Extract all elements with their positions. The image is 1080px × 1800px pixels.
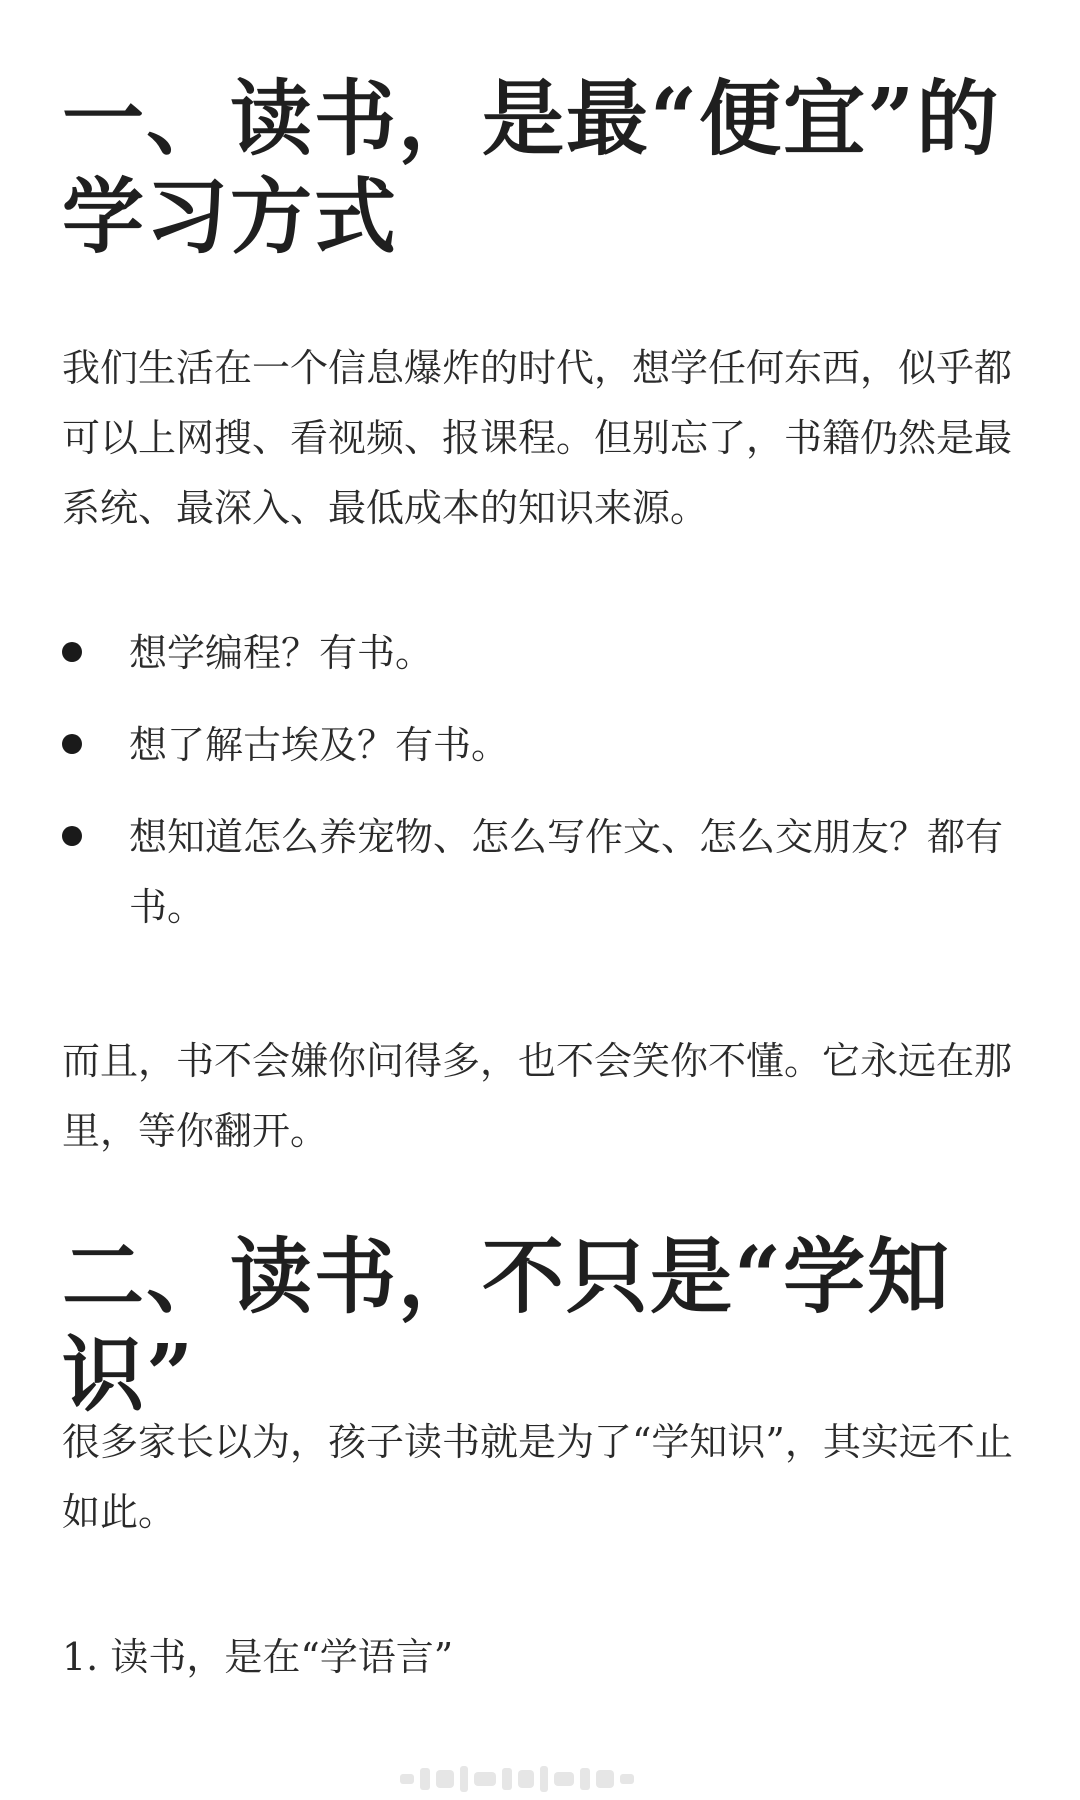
watermark-icon bbox=[400, 1760, 650, 1796]
subsection-heading-1: 1. 读书，是在“学语言” bbox=[62, 1635, 454, 1679]
list-item bbox=[62, 710, 1032, 780]
list-item bbox=[62, 802, 1032, 942]
bullet-icon bbox=[62, 734, 82, 754]
section-2-paragraph: 很多家长以为，孩子读书就是为了“学知识”，其实远不止如此。 bbox=[62, 1420, 1013, 1534]
bullet-icon bbox=[62, 642, 82, 662]
list-item-text: 想了解古埃及？有书。 bbox=[129, 723, 510, 767]
list-item-text: 想学编程？有书。 bbox=[129, 631, 434, 675]
closing-paragraph: 而且，书不会嫌你问得多，也不会笑你不懂。它永远在那里，等你翻开。 bbox=[62, 1039, 1013, 1153]
section-heading-1: 一、读书，是最“便宜”的学习方式 bbox=[62, 71, 1001, 265]
list-item bbox=[62, 618, 1032, 688]
section-heading-2: 二、读书，不只是“学知识” bbox=[62, 1229, 952, 1423]
list-item-text: 想知道怎么养宠物、怎么写作文、怎么交朋友？都有书。 bbox=[129, 815, 1004, 929]
bullet-icon bbox=[62, 826, 82, 846]
intro-paragraph: 我们生活在一个信息爆炸的时代，想学任何东西，似乎都可以上网搜、看视频、报课程。但别忘了，书籍仍然是最系统、最深入、最低成本的知识来源。 bbox=[62, 346, 1013, 530]
bullet-list bbox=[62, 618, 1032, 964]
